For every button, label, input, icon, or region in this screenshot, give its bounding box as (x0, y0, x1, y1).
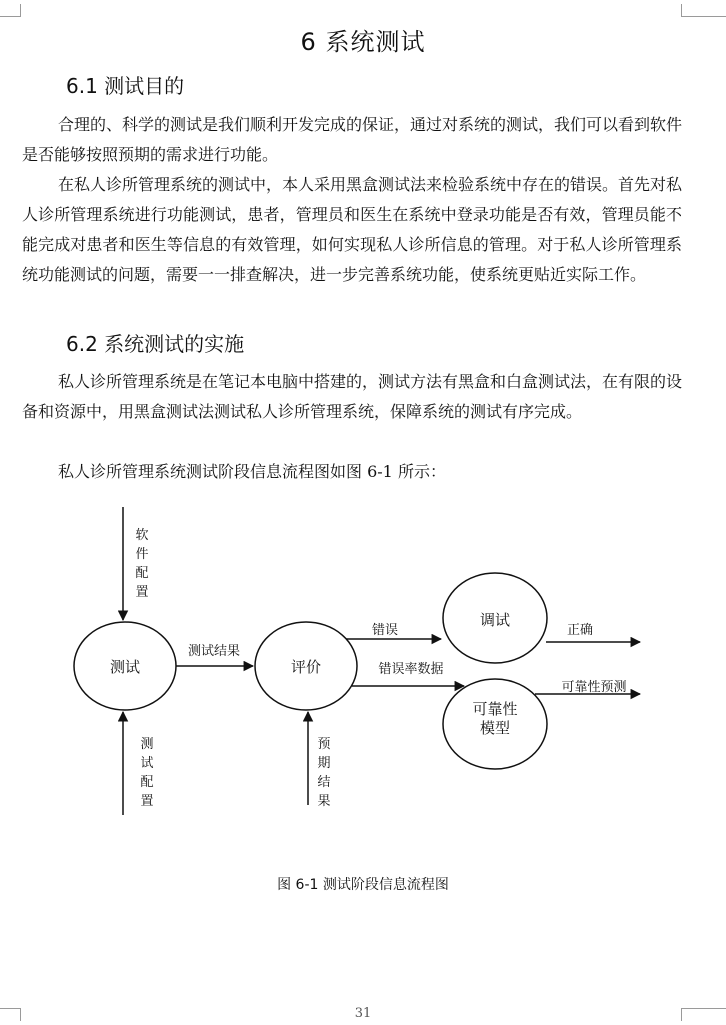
label-test-config-1: 试 (140, 756, 154, 771)
label-test-config-0: 测 (140, 737, 154, 752)
test-phase-flow-diagram (0, 495, 726, 825)
edge-label-reliability-prediction: 可靠性预测 (561, 680, 627, 695)
label-expected-result-1: 期 (317, 756, 331, 771)
crop-mark-top-left (0, 4, 21, 17)
section-heading-6-1: 6.1 测试目的 (66, 74, 185, 98)
figure-caption: 图 6-1 测试阶段信息流程图 (277, 877, 449, 893)
label-test-config-2: 配 (140, 775, 154, 790)
label-software-config-1: 件 (135, 547, 149, 562)
section-heading-6-2: 6.2 系统测试的实施 (66, 332, 245, 356)
edge-label-test-result: 测试结果 (187, 644, 241, 659)
node-test-label: 测试 (109, 658, 141, 676)
paragraph-implementation-2: 私人诊所管理系统测试阶段信息流程图如图 6-1 所示： (58, 462, 446, 481)
page-number: 31 (354, 1006, 372, 1021)
label-expected-result-3: 果 (317, 794, 331, 809)
crop-mark-top-right (681, 4, 726, 17)
node-evaluate-label: 评价 (290, 658, 322, 676)
paragraph-purpose-1: 合理的、科学的测试是我们顺利开发完成的保证，通过对系统的测试，我们可以看到软件是否能够按照预期的需求进行功能。 (22, 115, 683, 164)
edge-label-error: 错误 (371, 623, 399, 638)
label-software-config-0: 软 (135, 528, 149, 543)
node-reliability-label-line2: 模型 (479, 719, 511, 737)
node-debug-label: 调试 (479, 611, 511, 629)
edge-label-error-rate-data: 错误率数据 (378, 662, 444, 677)
paragraph-implementation-1: 私人诊所管理系统是在笔记本电脑中搭建的，测试方法有黑盒和白盒测试法，在有限的设备和资源中，用黑盒测试法测试私人诊所管理系统，保障系统的测试有序完成。 (22, 372, 683, 421)
node-reliability-label-line1: 可靠性 (472, 700, 518, 718)
label-expected-result-0: 预 (317, 737, 331, 752)
label-expected-result-2: 结 (317, 775, 331, 790)
label-software-config-3: 置 (135, 585, 149, 600)
label-software-config-2: 配 (135, 566, 149, 581)
chapter-title: 6 系统测试 (300, 28, 426, 56)
edge-label-correct: 正确 (566, 623, 594, 638)
label-test-config-3: 置 (140, 794, 154, 809)
paragraph-purpose-2: 在私人诊所管理系统的测试中，本人采用黑盒测试法来检验系统中存在的错误。首先对私人诊所管理系统进行功能测试，患者，管理员和医生在系统中登录功能是否有效，管理员能不能完成对患者和医生等信息的有效管理，如何实现私人诊所信息的管理。对于私人诊所管理系统功能测试的问题，需要一一排查解决，进一步完善系统功能，使系统更贴近实际工作。 (22, 175, 683, 284)
